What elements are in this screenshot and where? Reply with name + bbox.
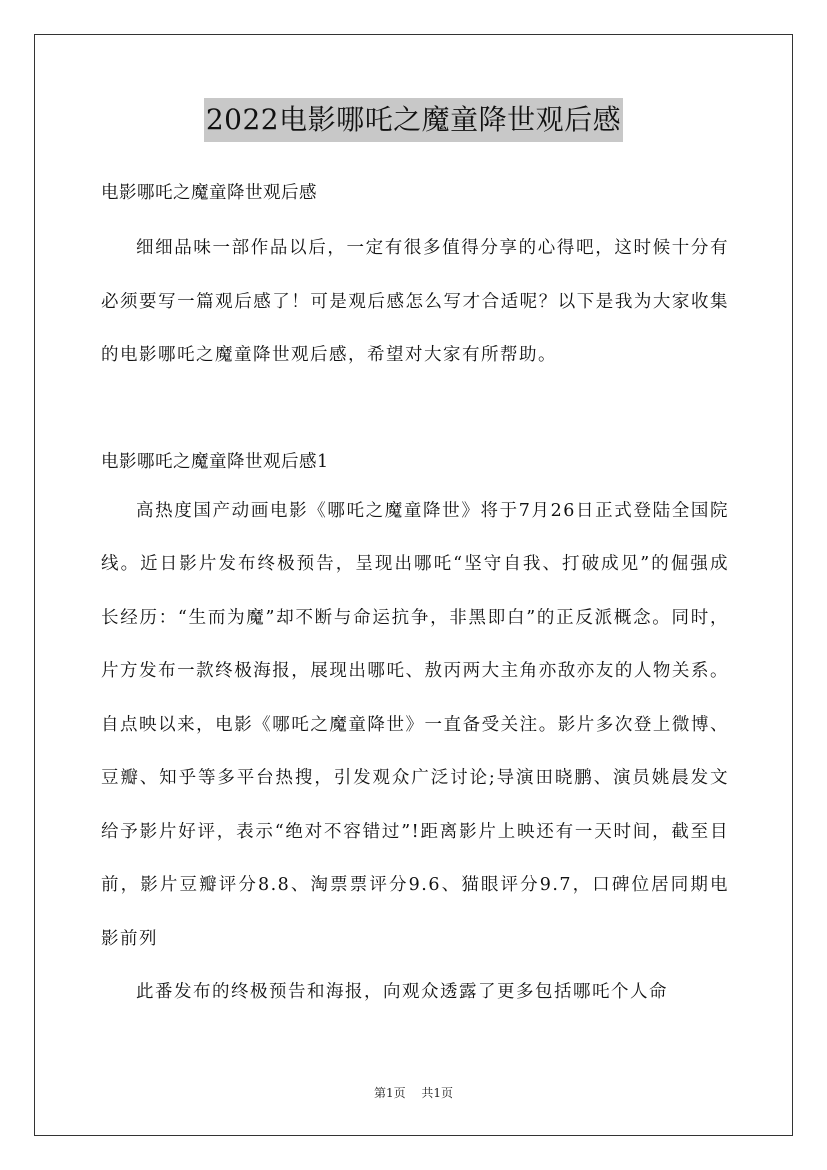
body-paragraph-2: 此番发布的终极预告和海报，向观众透露了更多包括哪吒个人命: [136, 982, 668, 1002]
page-number-current: 第1页: [373, 1086, 406, 1100]
document-body: [101, 174, 729, 1020]
body-paragraph-1: 高热度国产动画电影《哪吒之魔童降世》将于7月26日正式登陆全国院线。近日影片发布终极预告，呈现出哪吒“坚守自我、打破成见”的倔强成长经历：“生而为魔”却不断与命运抗争，非黑即白”的正反派概念。同时，片方发布一款终极海报，展现出哪吒、敖丙两大主角亦敌亦友的人物关系。自点映以来，电影《哪吒之魔童降世》一直备受关注。影片多次登上微博、豆瓣、知乎等多平台热搜，引发观众广泛讨论;导演田晓鹏、演员姚晨发文给予影片好评，表示“绝对不容错过”!距离影片上映还有一天时间，截至目前，影片豆瓣评分8.8、淘票票评分9.6、猫眼评分9.7，口碑位居同期电影前列: [101, 500, 729, 949]
page-footer: [0, 1084, 827, 1101]
intro-paragraph: 细细品味一部作品以后，一定有很多值得分享的心得吧，这时候十分有必须要写一篇观后感了！可是观后感怎么写才合适呢？以下是我为大家收集的电影哪吒之魔童降世观后感，希望对大家有所帮助。: [101, 238, 729, 365]
page-number-total: 共1页: [421, 1086, 454, 1100]
title-wrap: [0, 98, 827, 142]
section-spacer: [101, 383, 729, 443]
section-heading: 电影哪吒之魔童降世观后感1: [101, 451, 329, 472]
document-title: 2022电影哪吒之魔童降世观后感: [204, 98, 623, 142]
document-subtitle: 电影哪吒之魔童降世观后感: [101, 183, 317, 203]
